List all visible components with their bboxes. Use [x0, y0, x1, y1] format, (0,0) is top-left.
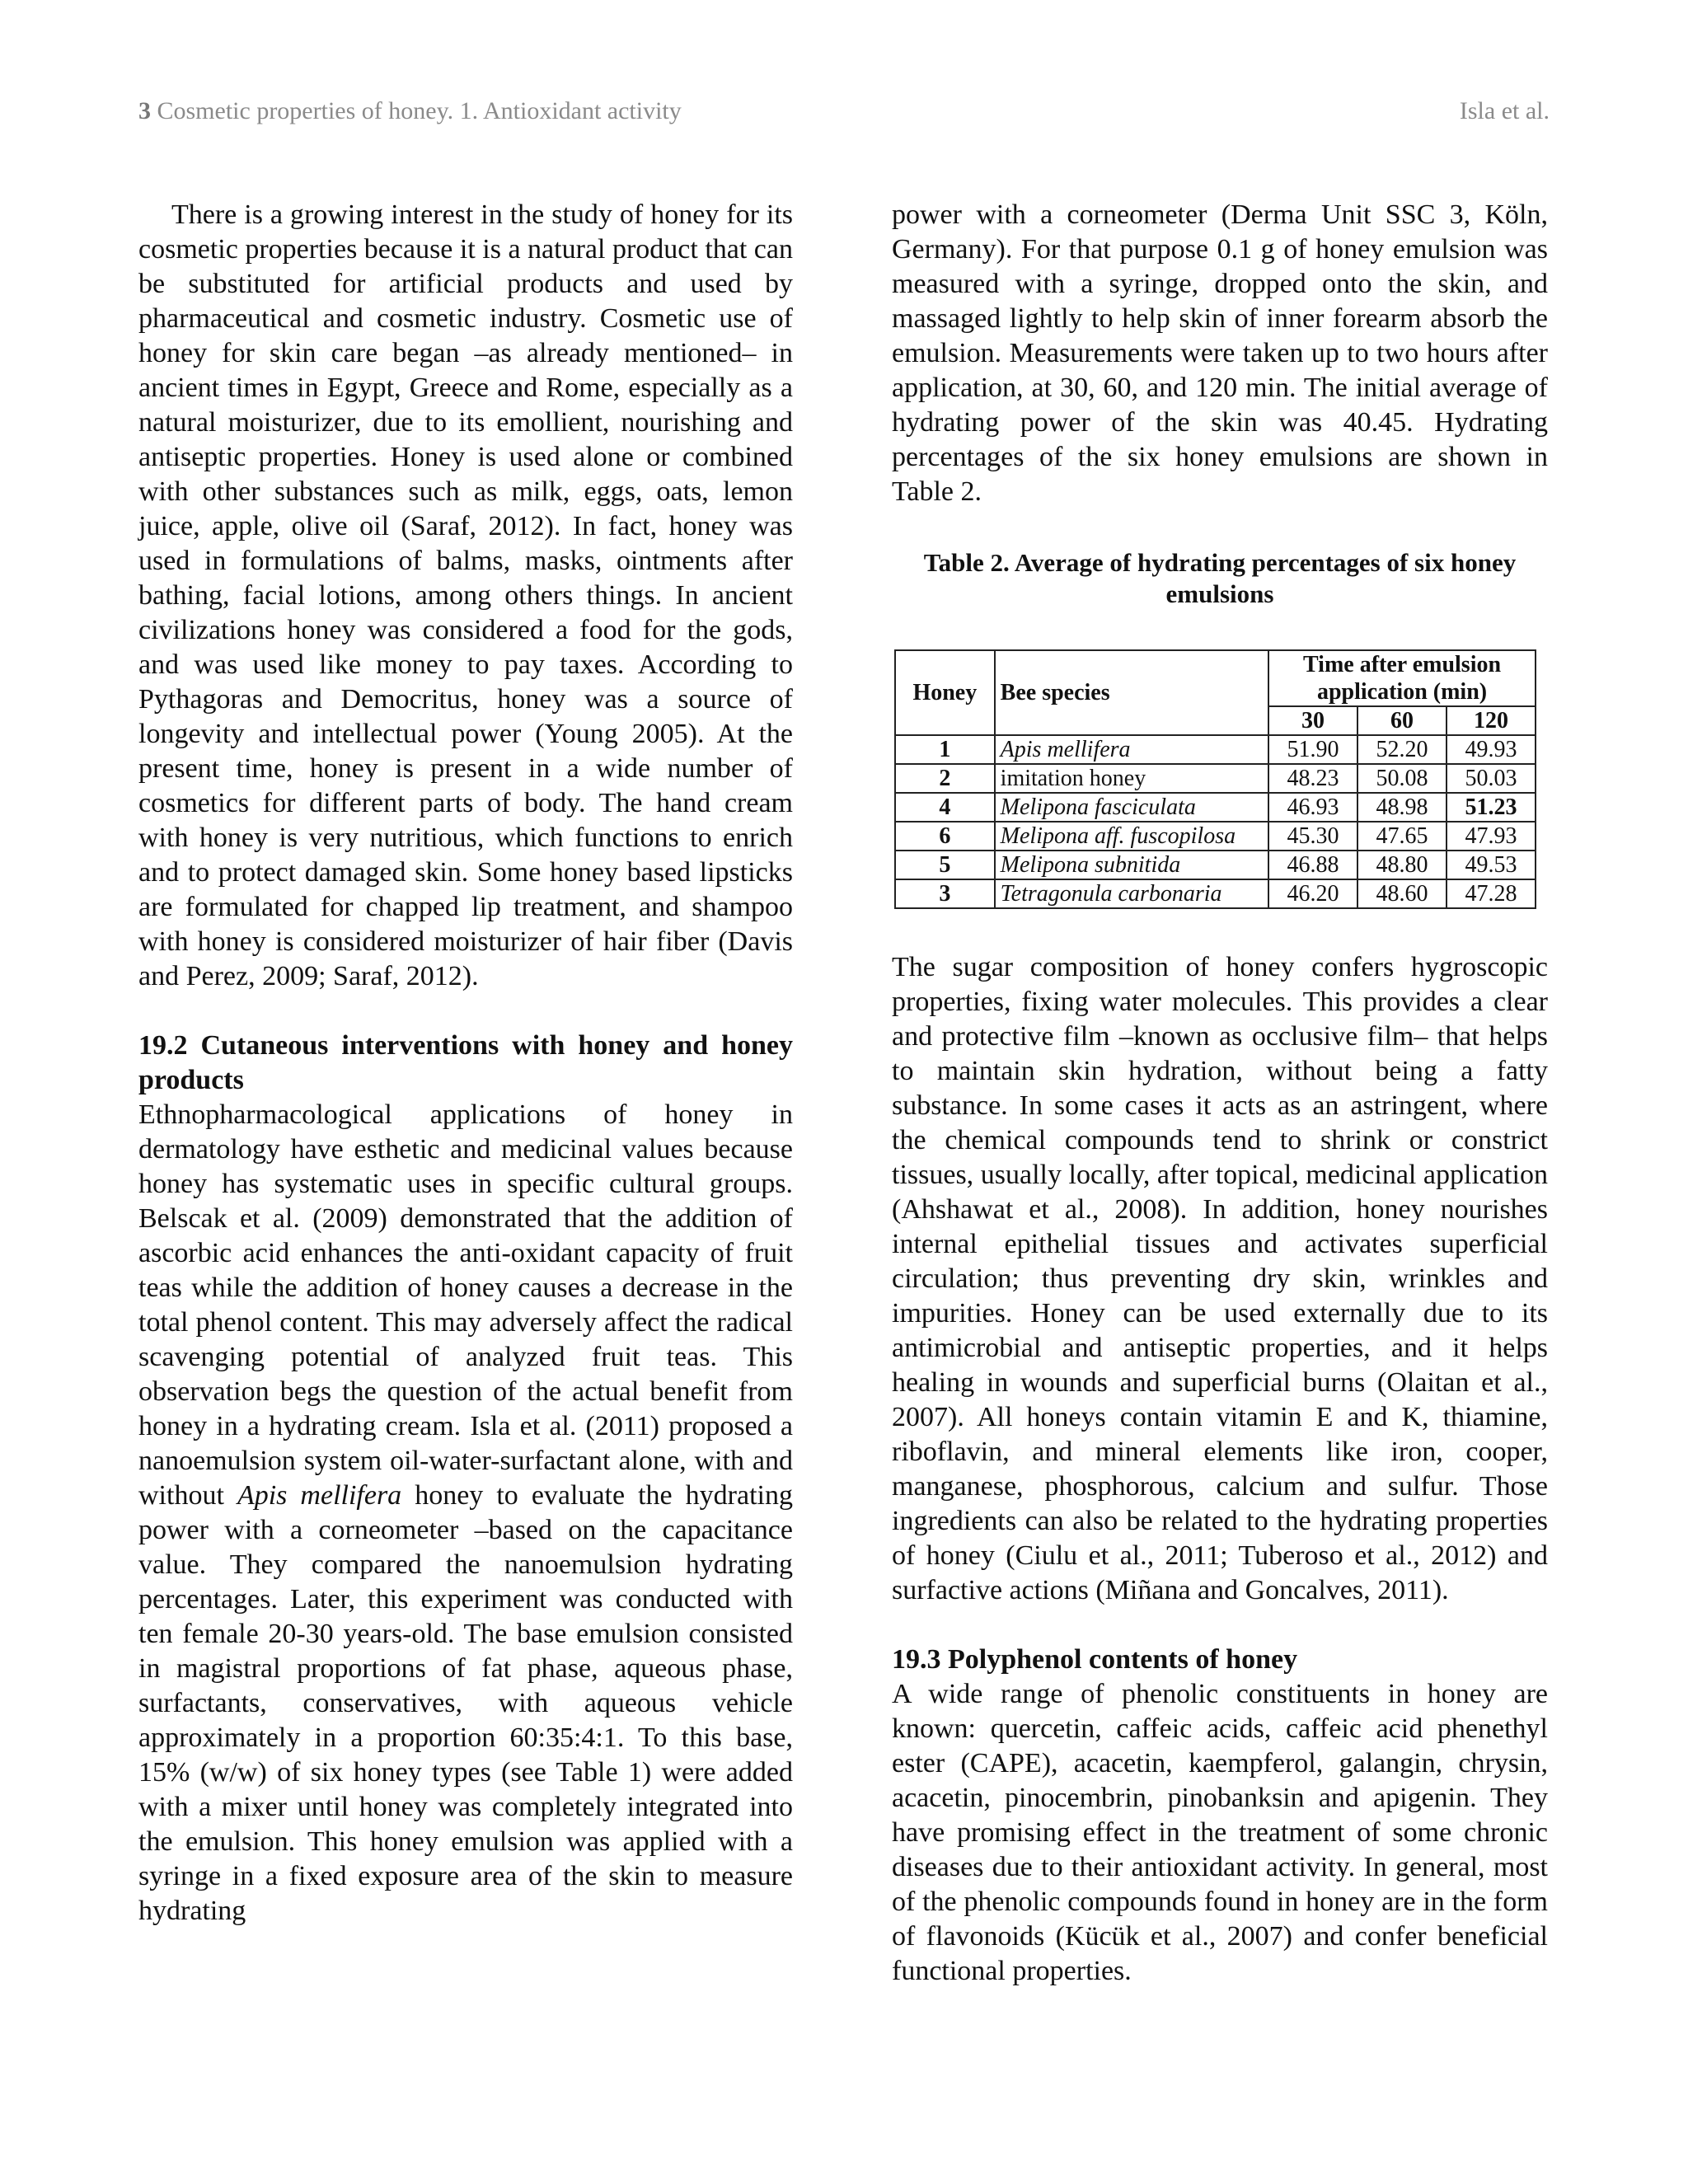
cell-60: 48.80 — [1357, 851, 1447, 879]
cell-honey: 1 — [895, 735, 995, 764]
cell-honey: 4 — [895, 793, 995, 822]
cell-species: Melipona fasciculata — [995, 793, 1268, 822]
header-time-60: 60 — [1357, 706, 1447, 735]
header-bee-species: Bee species — [995, 650, 1268, 735]
table-row — [895, 851, 1536, 879]
cell-30: 46.93 — [1268, 793, 1357, 822]
cell-species: Apis mellifera — [995, 735, 1268, 764]
sugar-paragraph: The sugar composition of honey confers hygroscopic properties, fixing water molecules. This provides a clear and protective film –known as occlusive film– that helps to maintain skin hydration, without being a fatty substance. In some cases it acts as an astringent, where the chemical compounds tend to shrink or constrict tissues, usually locally, after topical, medicinal application (Ahshawat et al., 2008). In addition, honey nourishes internal epithelial tissues and activates superficial circulation; thus preventing dry skin, wrinkles and impurities. Honey can be used externally due to its antimicrobial and antiseptic properties, and it helps healing in wounds and superficial burns (Olaitan et al., 2007). All honeys contain vitamin E and K, thiamine, riboflavin, and mineral elements like iron, cooper, manganese, phosphorous, calcium and sulfur. Those ingredients can also be related to the hydrating properties of honey (Ciulu et al., 2011; Tuberoso et al., 2012) and surfactive actions (Miñana and Goncalves, 2011). — [892, 952, 1548, 1605]
cell-60: 47.65 — [1357, 822, 1447, 851]
cell-honey: 2 — [895, 764, 995, 793]
cutaneous-text-b: honey to evaluate the hydrating power with a corneometer –based on the capacitance value. They compared the nanoemulsion hydrating percentages. Later, this experiment was conducted with ten female 20-30 years-old. The base emulsion consisted in magistral proportions of fat phase, aqueous phase, surfactants, conservatives, with aqueous vehicle approximately in a proportion 60:35:4:1. To this base, 15% (w/w) of six honey types (see Table 1) were added with a mixer until honey was completely integrated into the emulsion. This honey emulsion was applied with a syringe in a fixed exposure area of the skin to measure hydrating — [138, 1480, 793, 1926]
cell-30: 51.90 — [1268, 735, 1357, 764]
table-row — [895, 764, 1536, 793]
cell-60: 48.60 — [1357, 879, 1447, 908]
polyphenol-paragraph: A wide range of phenolic constituents in honey are known: quercetin, caffeic acids, caffeic acid phenethyl ester (CAPE), acacetin, kaempferol, galangin, chrysin, acacetin, pinocembrin, pinobanksin and apigenin. They have promising effect in the treatment of some chronic diseases due to their antioxidant activity. In general, most of the phenolic compounds found in honey are in the form of flavonoids (Kücük et al., 2007) and confer beneficial functional properties. — [892, 1679, 1548, 1986]
cell-120: 47.28 — [1447, 879, 1536, 908]
cell-30: 45.30 — [1268, 822, 1357, 851]
cell-honey: 5 — [895, 851, 995, 879]
cell-120-highlight: 51.23 — [1447, 793, 1536, 822]
header-time-120: 120 — [1447, 706, 1536, 735]
cutaneous-text-a: Ethnopharmacological applications of honey in dermatology have esthetic and medicinal values because honey has systematic uses in specific cultural groups. Belscak et al. (2009) demonstrated that the addition of ascorbic acid enhances the anti-oxidant capacity of fruit teas while the addition of honey causes a decrease in the total phenol content. This may adversely affect the radical scavenging potential of analyzed fruit teas. This observation begs the question of the actual benefit from honey in a hydrating cream. Isla et al. (2011) proposed a nanoemulsion system oil-water-surfactant alone, with and without — [138, 1099, 793, 1511]
cell-30: 48.23 — [1268, 764, 1357, 793]
cell-120: 47.93 — [1447, 822, 1536, 851]
table-row — [895, 879, 1536, 908]
chapter-title: Cosmetic properties of honey. 1. Antioxidant activity — [151, 97, 682, 124]
species-italic: Apis mellifera — [237, 1480, 402, 1511]
cell-120: 49.53 — [1447, 851, 1536, 879]
chapter-number: 3 — [138, 97, 151, 124]
left-column — [138, 198, 793, 1929]
cutaneous-paragraph — [138, 1098, 793, 1929]
cell-species: Melipona subnitida — [995, 851, 1268, 879]
cell-species: Tetragonula carbonaria — [995, 879, 1268, 908]
table-row — [895, 822, 1536, 851]
table-header-row — [895, 650, 1536, 706]
cell-species: Melipona aff. fuscopilosa — [995, 822, 1268, 851]
header-time: Time after emulsion application (min) — [1268, 650, 1536, 706]
cell-honey: 3 — [895, 879, 995, 908]
header-authors: Isla et al. — [1459, 97, 1550, 124]
cell-60: 50.08 — [1357, 764, 1447, 793]
cell-120: 50.03 — [1447, 764, 1536, 793]
table-row — [895, 793, 1536, 822]
right-column — [892, 198, 1548, 1989]
header-honey: Honey — [895, 650, 995, 735]
header-chapter — [138, 97, 682, 125]
table-caption: Table 2. Average of hydrating percentages of six honey emulsions — [923, 548, 1517, 608]
cell-120: 49.93 — [1447, 735, 1536, 764]
section-heading-19-3: 19.3 Polyphenol contents of honey — [892, 1644, 1298, 1675]
hydration-table — [894, 649, 1536, 909]
intro-paragraph: There is a growing interest in the study of honey for its cosmetic properties because it is a natural product that can be substituted for artificial products and used by pharmaceutical and cosmetic industry. Cosmetic use of honey for skin care began –as already mentioned– in ancient times in Egypt, Greece and Rome, especially as a natural moisturizer, due to its emollient, nourishing and antiseptic properties. Honey is used alone or combined with other substances such as milk, eggs, oats, lemon juice, apple, olive oil (Saraf, 2012). In fact, honey was used in formulations of balms, masks, ointments after bathing, facial lotions, among others things. In ancient civilizations honey was considered a food for the gods, and was used like money to pay taxes. According to Pythagoras and Democritus, honey was a source of longevity and intellectual power (Young 2005). At the present time, honey is present in a wide number of cosmetics for different parts of body. The hand cream with honey is very nutritious, which functions to enrich and to protect damaged skin. Some honey based lipsticks are formulated for chapped lip treatment, and shampoo with honey is considered moisturizer of hair fiber (Davis and Perez, 2009; Saraf, 2012). — [138, 199, 793, 991]
running-header — [138, 97, 1550, 134]
cell-30: 46.20 — [1268, 879, 1357, 908]
cell-60: 52.20 — [1357, 735, 1447, 764]
cell-honey: 6 — [895, 822, 995, 851]
table-row — [895, 735, 1536, 764]
cell-60: 48.98 — [1357, 793, 1447, 822]
cell-species: imitation honey — [995, 764, 1268, 793]
section-heading-19-2: 19.2 Cutaneous interventions with honey and honey products — [138, 1030, 793, 1095]
corneometer-paragraph: power with a corneometer (Derma Unit SSC 3, Köln, Germany). For that purpose 0.1 g of honey emulsion was measured with a syringe, dropped onto the skin, and massaged lightly to help skin of inner forearm absorb the emulsion. Measurements were taken up to two hours after application, at 30, 60, and 120 min. The initial average of hydrating power of the skin was 40.45. Hydrating percentages of the six honey emulsions are shown in Table 2. — [892, 199, 1548, 507]
header-time-30: 30 — [1268, 706, 1357, 735]
cell-30: 46.88 — [1268, 851, 1357, 879]
